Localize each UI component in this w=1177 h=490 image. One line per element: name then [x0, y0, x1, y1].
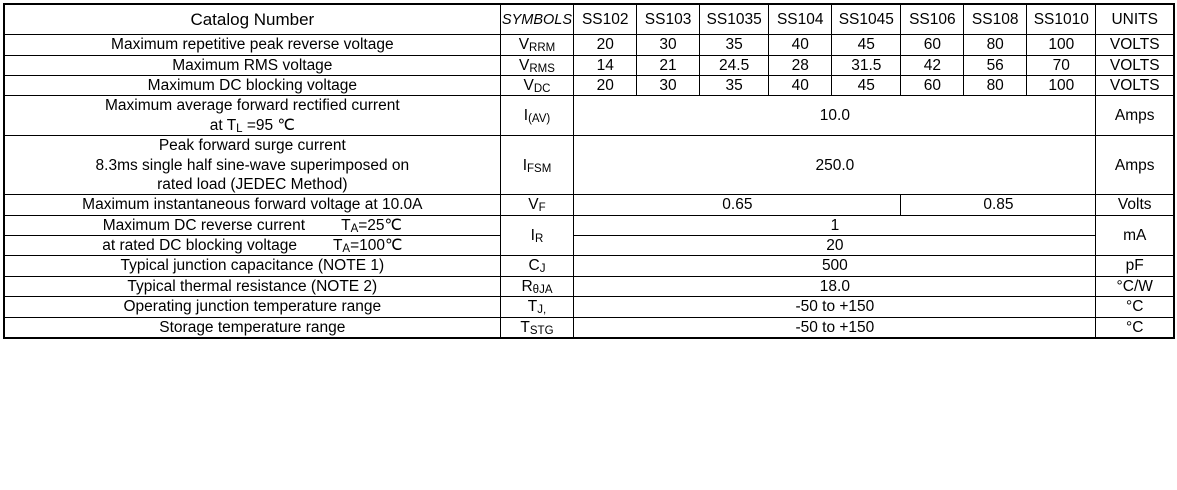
value-cell-iav: 10.0 — [574, 96, 1096, 136]
header-part-ss1045: SS1045 — [832, 4, 901, 35]
value-cell: 30 — [637, 76, 700, 96]
value-cell-vf-high: 0.85 — [901, 195, 1096, 215]
param-iav-line1: Maximum average forward rectified current — [105, 97, 400, 115]
symbol-tj — [500, 297, 574, 317]
symbol-main: I — [523, 107, 529, 125]
symbol-main: I — [530, 226, 535, 244]
symbol-vf — [500, 195, 574, 215]
symbol-tstg — [500, 317, 574, 338]
param-ir-line2: at rated DC blocking voltage TA=100℃ — [4, 236, 500, 256]
symbol-main: V — [518, 36, 530, 54]
param-cj: Typical junction capacitance (NOTE 1) — [4, 256, 500, 276]
symbol-main: V — [519, 56, 530, 74]
symbol-sub: RRM — [529, 42, 556, 55]
header-part-ss1035: SS1035 — [699, 4, 768, 35]
units-cell: Amps — [1096, 96, 1174, 136]
table-row — [4, 236, 1174, 256]
header-part-ss108: SS108 — [964, 4, 1027, 35]
value-cell: 60 — [901, 76, 964, 96]
param-ifsm-line1: Peak forward surge current — [158, 137, 346, 155]
symbol-sub: θJA — [532, 283, 553, 296]
table-row — [4, 215, 1174, 235]
value-cell: 14 — [574, 55, 637, 75]
param-iav-line2: at TL =95 ℃ — [209, 116, 295, 135]
symbol-ifsm — [500, 136, 574, 195]
value-cell: 30 — [637, 35, 700, 55]
value-cell-ir-100c: 20 — [574, 236, 1096, 256]
table-row — [4, 297, 1174, 317]
symbol-sub: DC — [533, 83, 551, 95]
param-iav — [4, 96, 500, 136]
value-cell-ir-25c: 1 — [574, 215, 1096, 235]
units-cell: Amps — [1096, 136, 1174, 195]
symbol-sub: J — [539, 263, 546, 276]
value-cell: 40 — [769, 76, 832, 96]
units-cell: mA — [1096, 215, 1174, 256]
value-cell: 42 — [901, 55, 964, 75]
value-cell: 56 — [964, 55, 1027, 75]
table-header-row — [4, 4, 1174, 35]
symbol-vrms — [500, 55, 574, 75]
table-row — [4, 136, 1174, 195]
table-row — [4, 96, 1174, 136]
table-row — [4, 317, 1174, 338]
table-row — [4, 35, 1174, 55]
value-cell: 40 — [769, 35, 832, 55]
header-part-ss1010: SS1010 — [1027, 4, 1096, 35]
value-cell: 80 — [964, 35, 1027, 55]
units-cell: °C — [1096, 317, 1174, 338]
value-cell-vf-low: 0.65 — [574, 195, 901, 215]
value-cell: 70 — [1027, 55, 1096, 75]
param-rthja: Typical thermal resistance (NOTE 2) — [4, 276, 500, 296]
value-cell-tstg: -50 to +150 — [574, 317, 1096, 338]
symbol-vdc — [500, 76, 574, 96]
header-symbols: SYMBOLS — [500, 4, 574, 35]
symbol-sub: FSM — [527, 162, 552, 175]
units-cell: VOLTS — [1096, 76, 1174, 96]
value-cell-cj: 500 — [574, 256, 1096, 276]
units-cell: Volts — [1096, 195, 1174, 215]
value-cell: 20 — [574, 35, 637, 55]
units-cell: pF — [1096, 256, 1174, 276]
value-cell: 45 — [832, 76, 901, 96]
header-part-ss103: SS103 — [637, 4, 700, 35]
symbol-rthja — [500, 276, 574, 296]
value-cell: 100 — [1027, 35, 1096, 55]
table-row — [4, 276, 1174, 296]
param-tstg: Storage temperature range — [4, 317, 500, 338]
param-ifsm-line3: rated load (JEDEC Method) — [157, 175, 348, 193]
param-vrrm: Maximum repetitive peak reverse voltage — [4, 35, 500, 55]
symbol-vrrm — [500, 35, 574, 55]
symbol-sub: F — [538, 202, 546, 215]
symbol-main: V — [528, 196, 539, 214]
symbol-sub: (AV) — [528, 113, 551, 126]
units-cell: °C/W — [1096, 276, 1174, 296]
table-row — [4, 76, 1174, 96]
value-cell: 45 — [832, 35, 901, 55]
value-cell: 60 — [901, 35, 964, 55]
param-vdc: Maximum DC blocking voltage — [4, 76, 500, 96]
ratings-table — [3, 3, 1175, 339]
symbol-main: R — [521, 277, 533, 295]
header-part-ss104: SS104 — [769, 4, 832, 35]
header-catalog-number: Catalog Number — [4, 4, 500, 35]
table-row — [4, 55, 1174, 75]
symbol-main: V — [523, 77, 534, 94]
header-part-ss106: SS106 — [901, 4, 964, 35]
symbol-cj — [500, 256, 574, 276]
units-cell: VOLTS — [1096, 35, 1174, 55]
param-tj: Operating junction temperature range — [4, 297, 500, 317]
symbol-sub: RMS — [529, 62, 555, 75]
symbol-iav — [500, 96, 574, 136]
symbol-main: T — [520, 318, 530, 336]
table-row — [4, 256, 1174, 276]
param-vrms: Maximum RMS voltage — [4, 55, 500, 75]
value-cell: 35 — [699, 76, 768, 96]
value-cell: 31.5 — [832, 55, 901, 75]
param-vf: Maximum instantaneous forward voltage at 10.0A — [4, 195, 500, 215]
param-ifsm-line2: 8.3ms single half sine-wave superimposed on — [95, 156, 410, 174]
value-cell: 100 — [1027, 76, 1096, 96]
units-cell: °C — [1096, 297, 1174, 317]
param-ifsm — [4, 136, 500, 195]
header-part-ss102: SS102 — [574, 4, 637, 35]
header-units: UNITS — [1096, 4, 1174, 35]
param-ir-line1: Maximum DC reverse current TA=25℃ — [4, 215, 500, 235]
value-cell: 35 — [699, 35, 768, 55]
value-cell: 21 — [637, 55, 700, 75]
symbol-main: C — [528, 257, 540, 275]
symbol-sub: R — [534, 232, 544, 245]
symbol-main: T — [527, 298, 538, 316]
symbol-sub: J, — [537, 304, 547, 317]
value-cell-tj: -50 to +150 — [574, 297, 1096, 317]
value-cell: 20 — [574, 76, 637, 96]
table-row — [4, 195, 1174, 215]
symbol-ir — [500, 215, 574, 256]
value-cell: 28 — [769, 55, 832, 75]
value-cell-rthja: 18.0 — [574, 276, 1096, 296]
value-cell: 24.5 — [699, 55, 768, 75]
value-cell: 80 — [964, 76, 1027, 96]
symbol-main: I — [522, 156, 527, 174]
value-cell-ifsm: 250.0 — [574, 136, 1096, 195]
units-cell: VOLTS — [1096, 55, 1174, 75]
symbol-sub: STG — [529, 324, 554, 337]
